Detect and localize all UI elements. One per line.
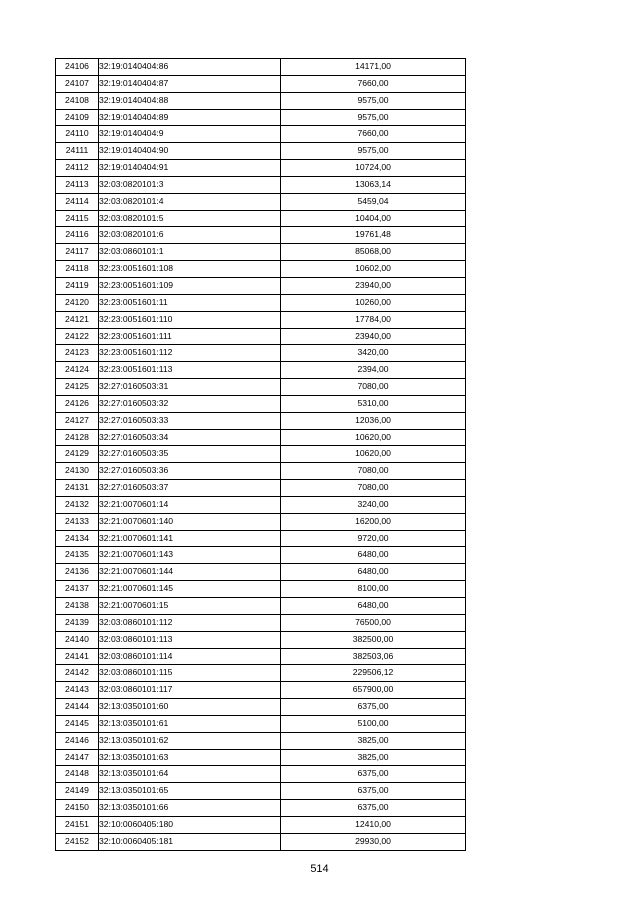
row-number-cell: 24143 <box>56 682 99 699</box>
row-number-cell: 24135 <box>56 547 99 564</box>
table-row <box>56 429 466 446</box>
value-cell: 6375,00 <box>281 783 466 800</box>
cadastral-number-cell: 32:03:0860101:114 <box>99 648 281 665</box>
cadastral-number-cell: 32:27:0160503:33 <box>99 412 281 429</box>
table-row <box>56 480 466 497</box>
row-number-cell: 24129 <box>56 446 99 463</box>
table-row <box>56 160 466 177</box>
cadastral-number-cell: 32:21:0070601:143 <box>99 547 281 564</box>
table-row <box>56 345 466 362</box>
value-cell: 6480,00 <box>281 547 466 564</box>
cadastral-number-cell: 32:21:0070601:141 <box>99 530 281 547</box>
table-row <box>56 732 466 749</box>
value-cell: 7080,00 <box>281 379 466 396</box>
row-number-cell: 24148 <box>56 766 99 783</box>
row-number-cell: 24150 <box>56 800 99 817</box>
cadastral-number-cell: 32:19:0140404:90 <box>99 143 281 160</box>
value-cell: 7660,00 <box>281 126 466 143</box>
value-cell: 6480,00 <box>281 564 466 581</box>
table-row <box>56 564 466 581</box>
value-cell: 12410,00 <box>281 816 466 833</box>
cadastral-number-cell: 32:21:0070601:144 <box>99 564 281 581</box>
value-cell: 23940,00 <box>281 277 466 294</box>
table-row <box>56 227 466 244</box>
cadastral-number-cell: 32:21:0070601:15 <box>99 598 281 615</box>
table-row <box>56 513 466 530</box>
cadastral-number-cell: 32:23:0051601:108 <box>99 261 281 278</box>
row-number-cell: 24111 <box>56 143 99 160</box>
row-number-cell: 24146 <box>56 732 99 749</box>
value-cell: 9575,00 <box>281 143 466 160</box>
value-cell: 6375,00 <box>281 699 466 716</box>
value-cell: 5459,04 <box>281 193 466 210</box>
value-cell: 10620,00 <box>281 446 466 463</box>
cadastral-number-cell: 32:03:0820101:3 <box>99 176 281 193</box>
table-row <box>56 783 466 800</box>
cadastral-number-cell: 32:03:0860101:115 <box>99 665 281 682</box>
value-cell: 8100,00 <box>281 581 466 598</box>
cadastral-number-cell: 32:19:0140404:89 <box>99 109 281 126</box>
table-row <box>56 581 466 598</box>
cadastral-number-cell: 32:03:0860101:112 <box>99 614 281 631</box>
row-number-cell: 24127 <box>56 412 99 429</box>
value-cell: 10724,00 <box>281 160 466 177</box>
cadastral-number-cell: 32:13:0350101:60 <box>99 699 281 716</box>
cadastral-number-cell: 32:27:0160503:31 <box>99 379 281 396</box>
row-number-cell: 24109 <box>56 109 99 126</box>
value-cell: 3420,00 <box>281 345 466 362</box>
row-number-cell: 24108 <box>56 92 99 109</box>
cadastral-number-cell: 32:19:0140404:87 <box>99 75 281 92</box>
row-number-cell: 24137 <box>56 581 99 598</box>
cadastral-number-cell: 32:27:0160503:35 <box>99 446 281 463</box>
value-cell: 19761,48 <box>281 227 466 244</box>
value-cell: 9575,00 <box>281 109 466 126</box>
table-row <box>56 614 466 631</box>
row-number-cell: 24138 <box>56 598 99 615</box>
table-row <box>56 126 466 143</box>
cadastral-number-cell: 32:23:0051601:113 <box>99 362 281 379</box>
row-number-cell: 24145 <box>56 715 99 732</box>
value-cell: 5100,00 <box>281 715 466 732</box>
row-number-cell: 24116 <box>56 227 99 244</box>
row-number-cell: 24136 <box>56 564 99 581</box>
cadastral-number-cell: 32:13:0350101:61 <box>99 715 281 732</box>
value-cell: 85068,00 <box>281 244 466 261</box>
table-row <box>56 362 466 379</box>
table-row <box>56 715 466 732</box>
cadastral-number-cell: 32:13:0350101:64 <box>99 766 281 783</box>
value-cell: 7080,00 <box>281 463 466 480</box>
value-cell: 7080,00 <box>281 480 466 497</box>
table-row <box>56 833 466 850</box>
cadastral-number-cell: 32:03:0820101:6 <box>99 227 281 244</box>
table-row <box>56 261 466 278</box>
row-number-cell: 24132 <box>56 496 99 513</box>
table-row <box>56 682 466 699</box>
cadastral-number-cell: 32:03:0860101:117 <box>99 682 281 699</box>
table-row <box>56 59 466 76</box>
table-row <box>56 395 466 412</box>
cadastral-number-cell: 32:21:0070601:145 <box>99 581 281 598</box>
table-row <box>56 244 466 261</box>
row-number-cell: 24107 <box>56 75 99 92</box>
cadastral-number-cell: 32:21:0070601:140 <box>99 513 281 530</box>
cadastral-number-cell: 32:23:0051601:110 <box>99 311 281 328</box>
value-cell: 14171,00 <box>281 59 466 76</box>
table-row <box>56 294 466 311</box>
row-number-cell: 24147 <box>56 749 99 766</box>
cadastral-number-cell: 32:19:0140404:91 <box>99 160 281 177</box>
value-cell: 657900,00 <box>281 682 466 699</box>
table-row <box>56 328 466 345</box>
cadastral-number-cell: 32:03:0820101:5 <box>99 210 281 227</box>
value-cell: 76500,00 <box>281 614 466 631</box>
table-row <box>56 547 466 564</box>
value-cell: 9720,00 <box>281 530 466 547</box>
value-cell: 23940,00 <box>281 328 466 345</box>
row-number-cell: 24114 <box>56 193 99 210</box>
value-cell: 10602,00 <box>281 261 466 278</box>
page-number: 514 <box>310 863 329 875</box>
row-number-cell: 24152 <box>56 833 99 850</box>
value-cell: 229506,12 <box>281 665 466 682</box>
row-number-cell: 24134 <box>56 530 99 547</box>
row-number-cell: 24121 <box>56 311 99 328</box>
cadastral-number-cell: 32:27:0160503:37 <box>99 480 281 497</box>
value-cell: 6375,00 <box>281 800 466 817</box>
row-number-cell: 24115 <box>56 210 99 227</box>
cadastral-number-cell: 32:27:0160503:36 <box>99 463 281 480</box>
row-number-cell: 24122 <box>56 328 99 345</box>
table-row <box>56 311 466 328</box>
cadastral-number-cell: 32:03:0860101:1 <box>99 244 281 261</box>
value-cell: 6375,00 <box>281 766 466 783</box>
table-row <box>56 277 466 294</box>
cadastral-number-cell: 32:19:0140404:86 <box>99 59 281 76</box>
cadastral-number-cell: 32:10:0060405:181 <box>99 833 281 850</box>
value-cell: 382500,00 <box>281 631 466 648</box>
cadastral-number-cell: 32:03:0860101:113 <box>99 631 281 648</box>
value-cell: 5310,00 <box>281 395 466 412</box>
cadastral-number-cell: 32:21:0070601:14 <box>99 496 281 513</box>
table-row <box>56 665 466 682</box>
table-row <box>56 176 466 193</box>
table-row <box>56 699 466 716</box>
cadastral-number-cell: 32:23:0051601:111 <box>99 328 281 345</box>
row-number-cell: 24141 <box>56 648 99 665</box>
row-number-cell: 24117 <box>56 244 99 261</box>
table-row <box>56 463 466 480</box>
cadastral-number-cell: 32:13:0350101:63 <box>99 749 281 766</box>
cadastral-number-cell: 32:10:0060405:180 <box>99 816 281 833</box>
table-row <box>56 379 466 396</box>
value-cell: 10260,00 <box>281 294 466 311</box>
table-row <box>56 446 466 463</box>
row-number-cell: 24124 <box>56 362 99 379</box>
row-number-cell: 24151 <box>56 816 99 833</box>
value-cell: 382503,06 <box>281 648 466 665</box>
value-cell: 3825,00 <box>281 732 466 749</box>
value-cell: 6480,00 <box>281 598 466 615</box>
table-row <box>56 412 466 429</box>
table-row <box>56 749 466 766</box>
row-number-cell: 24123 <box>56 345 99 362</box>
table-row <box>56 109 466 126</box>
table-row <box>56 766 466 783</box>
cadastral-number-cell: 32:13:0350101:66 <box>99 800 281 817</box>
cadastral-number-cell: 32:23:0051601:109 <box>99 277 281 294</box>
cadastral-number-cell: 32:19:0140404:88 <box>99 92 281 109</box>
table-row <box>56 800 466 817</box>
value-cell: 12036,00 <box>281 412 466 429</box>
row-number-cell: 24125 <box>56 379 99 396</box>
table-row <box>56 193 466 210</box>
table-row <box>56 648 466 665</box>
cadastral-number-cell: 32:19:0140404:9 <box>99 126 281 143</box>
cadastral-number-cell: 32:27:0160503:32 <box>99 395 281 412</box>
value-cell: 9575,00 <box>281 92 466 109</box>
value-cell: 29930,00 <box>281 833 466 850</box>
row-number-cell: 24120 <box>56 294 99 311</box>
row-number-cell: 24118 <box>56 261 99 278</box>
table-row <box>56 631 466 648</box>
table-row <box>56 75 466 92</box>
value-cell: 10620,00 <box>281 429 466 446</box>
row-number-cell: 24149 <box>56 783 99 800</box>
table-row <box>56 496 466 513</box>
row-number-cell: 24119 <box>56 277 99 294</box>
table-body <box>56 59 466 851</box>
row-number-cell: 24133 <box>56 513 99 530</box>
table-row <box>56 143 466 160</box>
value-cell: 17784,00 <box>281 311 466 328</box>
row-number-cell: 24130 <box>56 463 99 480</box>
value-cell: 10404,00 <box>281 210 466 227</box>
row-number-cell: 24126 <box>56 395 99 412</box>
value-cell: 13063,14 <box>281 176 466 193</box>
data-table <box>55 58 466 851</box>
value-cell: 7660,00 <box>281 75 466 92</box>
table-row <box>56 210 466 227</box>
value-cell: 3240,00 <box>281 496 466 513</box>
table-row <box>56 598 466 615</box>
row-number-cell: 24142 <box>56 665 99 682</box>
row-number-cell: 24110 <box>56 126 99 143</box>
row-number-cell: 24139 <box>56 614 99 631</box>
value-cell: 2394,00 <box>281 362 466 379</box>
cadastral-number-cell: 32:23:0051601:112 <box>99 345 281 362</box>
row-number-cell: 24106 <box>56 59 99 76</box>
row-number-cell: 24140 <box>56 631 99 648</box>
value-cell: 16200,00 <box>281 513 466 530</box>
row-number-cell: 24144 <box>56 699 99 716</box>
row-number-cell: 24131 <box>56 480 99 497</box>
row-number-cell: 24112 <box>56 160 99 177</box>
cadastral-number-cell: 32:13:0350101:62 <box>99 732 281 749</box>
cadastral-number-cell: 32:03:0820101:4 <box>99 193 281 210</box>
row-number-cell: 24113 <box>56 176 99 193</box>
table-row <box>56 92 466 109</box>
table-row <box>56 530 466 547</box>
row-number-cell: 24128 <box>56 429 99 446</box>
table-row <box>56 816 466 833</box>
cadastral-number-cell: 32:23:0051601:11 <box>99 294 281 311</box>
cadastral-number-cell: 32:27:0160503:34 <box>99 429 281 446</box>
cadastral-number-cell: 32:13:0350101:65 <box>99 783 281 800</box>
value-cell: 3825,00 <box>281 749 466 766</box>
